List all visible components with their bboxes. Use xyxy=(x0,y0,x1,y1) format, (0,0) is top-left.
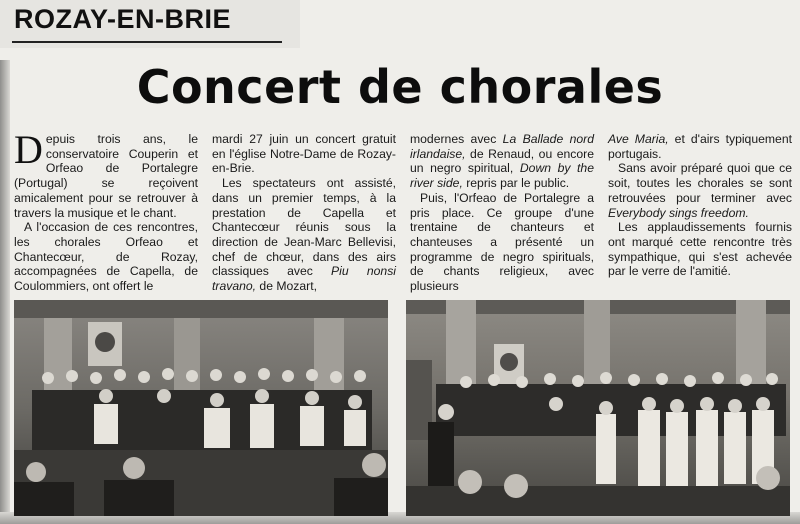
paragraph-text: de Renaud, ou encore un negro spiritual, xyxy=(410,146,594,176)
paragraph xyxy=(608,161,792,220)
drop-cap: D xyxy=(14,127,43,172)
paragraph xyxy=(14,127,198,220)
article-headline: Concert de chorales xyxy=(136,60,664,114)
song-title: La Ballade nord irlandaise, xyxy=(410,132,594,161)
paragraph-text: Les spectateurs ont assisté, dans un premier temps, à la prestation de Capella et Chantecœur réunis sous la direction de Jean-Marc Bellevisi, chef de chœur, dans des airs classiques avec xyxy=(212,176,396,279)
concert-photo-left xyxy=(14,300,388,516)
section-label: ROZAY-EN-BRIE xyxy=(14,4,232,34)
paragraph: Puis, l'Orfeao de Portalegre a pris place. Ce groupe d'une trentaine de chanteurs et chanteuses a présenté un programme de negro spirituals, de chants religieux, avec plusieurs xyxy=(410,190,594,294)
scan-shadow-left xyxy=(0,60,10,524)
song-title: Down by the river side, xyxy=(410,161,594,191)
paragraph-text: de Mozart, xyxy=(256,279,318,294)
paragraph-text: modernes avec xyxy=(410,132,503,146)
paragraph xyxy=(212,176,396,294)
paragraph: Les applaudissements fournis ont marqué cette rencontre très sympathique, qui s'est achevée par le verre de l'amitié. xyxy=(608,220,792,279)
song-title: Piu nonsi travano, xyxy=(212,264,396,294)
paragraph: mardi 27 juin un concert gratuit en l'église Notre-Dame de Rozay-en-Brie. xyxy=(212,132,396,176)
paragraph xyxy=(410,132,594,191)
article-column-3 xyxy=(410,132,594,292)
concert-photo-right xyxy=(406,300,790,516)
paragraph-text: et d'airs typiquement portugais. xyxy=(608,132,792,161)
paragraph-text: Sans avoir préparé quoi que ce soit, toutes les chorales se sont retrouvées pour terminer avec xyxy=(608,161,792,205)
song-title: Everybody sings freedom. xyxy=(608,205,749,220)
song-title: Ave Maria, xyxy=(608,132,669,146)
paragraph xyxy=(608,132,792,161)
paragraph-text: repris par le public. xyxy=(462,176,570,191)
paragraph: A l'occasion de ces rencontres, les chorales Orfeao et Chantecœur, de Rozay, accompagnées de Capella, de Coulommiers, ont offert le xyxy=(14,220,198,294)
article-body xyxy=(14,127,792,294)
article-column-2 xyxy=(212,132,396,292)
article-column-1 xyxy=(14,127,198,294)
choir-photo-image xyxy=(406,300,790,516)
paragraph-text: epuis trois ans, le conservatoire Couperin et Orfeao de Portalegre (Portugal) se reçoivent amicalement pour se retrouver à travers la musique et le chant. xyxy=(14,132,198,220)
section-underline xyxy=(12,41,282,43)
article-column-4 xyxy=(608,132,792,292)
choir-photo-image xyxy=(14,300,388,516)
